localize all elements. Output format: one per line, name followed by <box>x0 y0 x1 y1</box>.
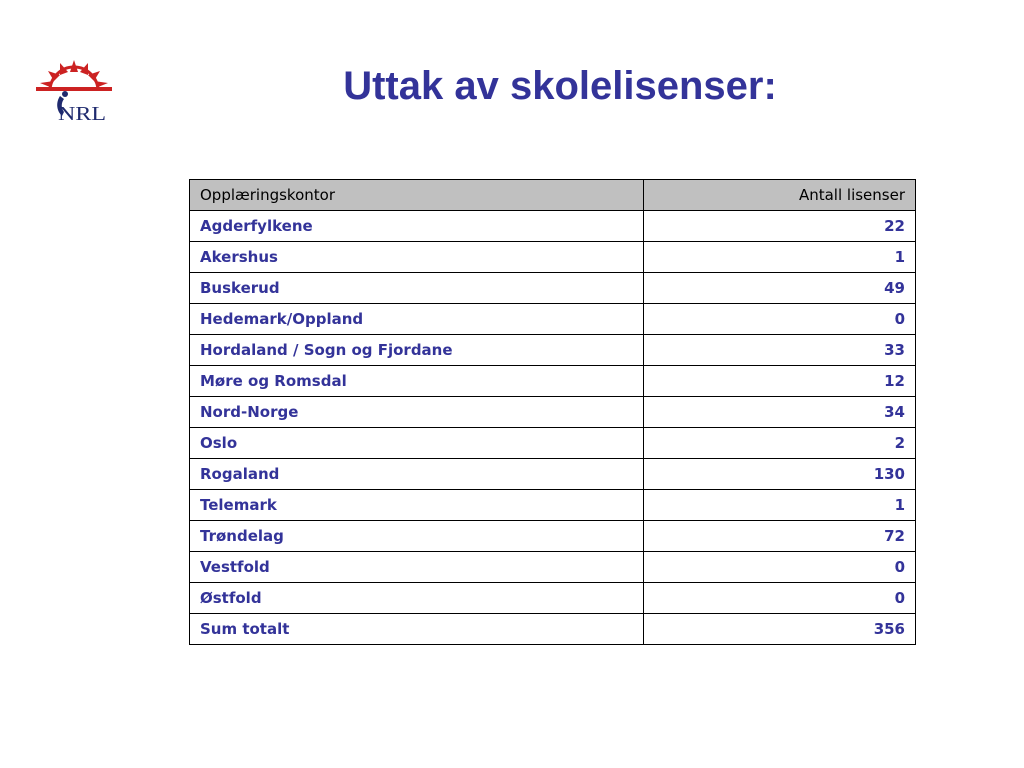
table-row <box>190 273 916 304</box>
office-cell: Trøndelag <box>190 521 644 552</box>
license-count-cell: 0 <box>644 583 916 614</box>
license-count-cell: 12 <box>644 366 916 397</box>
table-row <box>190 304 916 335</box>
total-count-cell: 356 <box>644 614 916 645</box>
table-row <box>190 521 916 552</box>
table-row <box>190 366 916 397</box>
office-cell: Akershus <box>190 242 644 273</box>
sun-rays-icon <box>36 60 112 91</box>
office-cell: Møre og Romsdal <box>190 366 644 397</box>
office-cell: Buskerud <box>190 273 644 304</box>
license-count-cell: 2 <box>644 428 916 459</box>
license-count-cell: 33 <box>644 335 916 366</box>
license-count-cell: 0 <box>644 304 916 335</box>
column-header-office: Opplæringskontor <box>190 180 644 211</box>
office-cell: Telemark <box>190 490 644 521</box>
logo-text: NRL <box>58 103 106 125</box>
office-cell: Hedemark/Oppland <box>190 304 644 335</box>
table-row <box>190 397 916 428</box>
table-row <box>190 211 916 242</box>
table-row <box>190 459 916 490</box>
total-label-cell: Sum totalt <box>190 614 644 645</box>
table-row <box>190 552 916 583</box>
figure-head-icon <box>62 91 68 97</box>
table-header-row <box>190 180 916 211</box>
office-cell: Østfold <box>190 583 644 614</box>
nrl-logo <box>34 58 114 130</box>
office-cell: Vestfold <box>190 552 644 583</box>
license-count-cell: 0 <box>644 552 916 583</box>
office-cell: Agderfylkene <box>190 211 644 242</box>
table-row <box>190 335 916 366</box>
license-count-cell: 22 <box>644 211 916 242</box>
page-title: Uttak av skolelisenser: <box>343 64 777 108</box>
license-count-cell: 72 <box>644 521 916 552</box>
table-row <box>190 242 916 273</box>
license-count-cell: 49 <box>644 273 916 304</box>
license-count-cell: 1 <box>644 490 916 521</box>
office-cell: Hordaland / Sogn og Fjordane <box>190 335 644 366</box>
office-cell: Rogaland <box>190 459 644 490</box>
license-table <box>189 179 916 645</box>
office-cell: Oslo <box>190 428 644 459</box>
license-count-cell: 34 <box>644 397 916 428</box>
total-row <box>190 614 916 645</box>
table-row <box>190 490 916 521</box>
table-row <box>190 428 916 459</box>
column-header-licenses: Antall lisenser <box>644 180 916 211</box>
license-count-cell: 1 <box>644 242 916 273</box>
table-row <box>190 583 916 614</box>
office-cell: Nord-Norge <box>190 397 644 428</box>
license-count-cell: 130 <box>644 459 916 490</box>
